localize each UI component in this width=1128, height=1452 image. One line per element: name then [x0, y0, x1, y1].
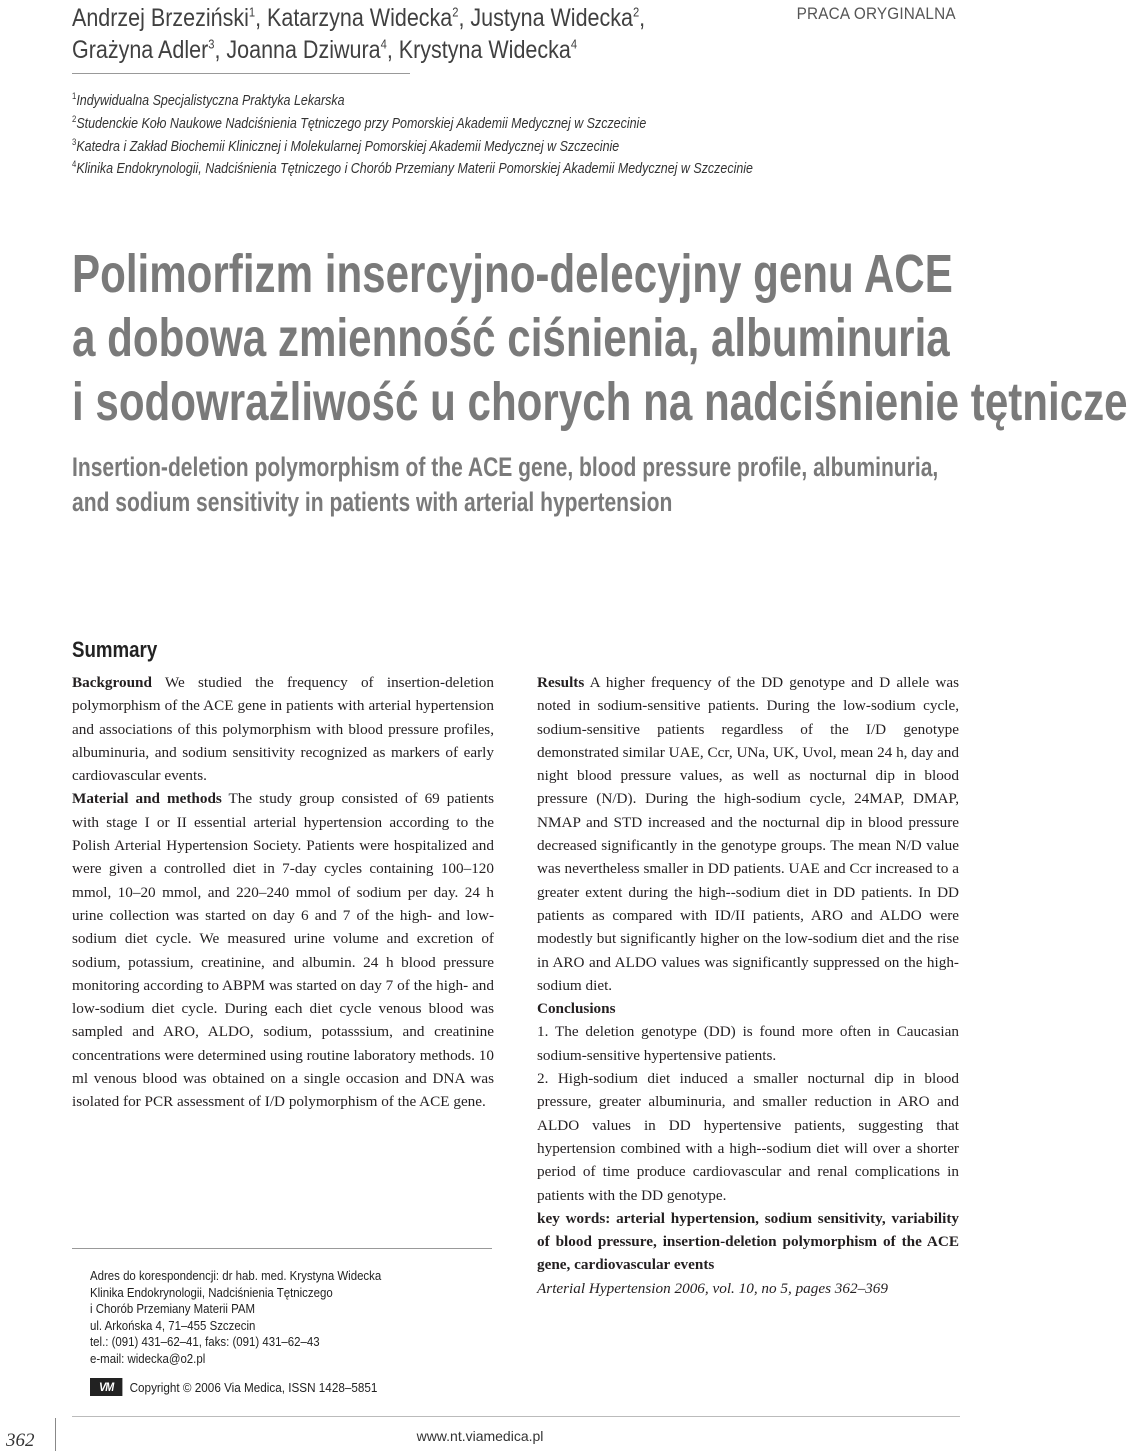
affiliation-text: Studenckie Koło Naukowe Nadciśnienia Tętniczego przy Pomorskiej Akademii Medycznej w Szczecinie [76, 115, 647, 132]
journal-website[interactable]: www.nt.viamedica.pl [416, 1428, 544, 1444]
affiliation-list [72, 87, 829, 178]
article-type-label: PRACA ORYGINALNA [796, 4, 956, 23]
citation: Arterial Hypertension 2006, vol. 10, no 5, pages 362–369 [537, 1279, 888, 1297]
affiliation-sup: 4 [72, 159, 77, 170]
background-paragraph [72, 671, 494, 787]
title-line: Polimorfizm insercyjno-delecyjny genu ACE [72, 244, 953, 304]
header-divider [72, 73, 410, 74]
conclusion-item: 2. High-sodium diet induced a smaller nocturnal dip in blood pressure, greater albuminuria, and smaller reduction in ARO and ALDO values in DD hypertensive patients, suggesting that hypertension combined with a high--sodium diet will over a shorter period of time produce cardiovascular and renal complications in patients with the DD genotype. [537, 1070, 959, 1204]
summary-left-column [72, 671, 494, 1114]
correspondence-line: ul. Arkońska 4, 71–455 Szczecin [90, 1317, 256, 1333]
title-line: i sodowrażliwość u chorych na nadciśnienie tętnicze [72, 372, 1128, 432]
author-line-2: Grażyna Adler$^3$, Joanna Dziwura$^4$, Krystyna Widecka$^4$ [72, 36, 578, 64]
page-number: 362 [6, 1430, 35, 1451]
footer-divider [72, 1416, 960, 1417]
copyright-line [90, 1378, 377, 1396]
author-name: Katarzyna Widecka [267, 4, 453, 32]
summary-heading: Summary [72, 637, 158, 662]
correspondence-email: e-mail: widecka@o2.pl [90, 1350, 206, 1366]
copyright-text: Copyright © 2006 Via Medica, ISSN 1428–5851 [129, 1379, 378, 1395]
affiliation [72, 87, 829, 110]
correspondence-line: Adres do korespondencji: dr hab. med. Krystyna Widecka [90, 1268, 382, 1283]
affiliation-text: Indywidualna Specjalistyczna Praktyka Lekarska [76, 92, 345, 109]
author-name: Krystyna Widecka [398, 36, 571, 64]
keywords: key words: arterial hypertension, sodium sensitivity, variability of blood pressure, insertion-deletion polymorphism of the ACE gene, cardiovascular events [537, 1209, 959, 1274]
conclusion-item: 1. The deletion genotype (DD) is found more often in Caucasian sodium-sensitive hypertensive patients. [537, 1023, 959, 1064]
title-english [72, 450, 939, 520]
author-name: Justyna Widecka [470, 4, 633, 32]
author-sup: 4 [380, 36, 387, 52]
author-sup: 2 [632, 4, 640, 20]
correspondence-line: tel.: (091) 431–62–41, faks: (091) 431–62–43 [90, 1334, 320, 1350]
results-label: Results [537, 674, 585, 691]
affiliation-sup: 3 [72, 136, 77, 147]
affiliation-sup: 2 [72, 113, 77, 124]
via-medica-logo: VM [90, 1378, 122, 1396]
author-sup: 2 [452, 4, 459, 20]
affiliation-sup: 1 [72, 91, 77, 101]
correspondence-line: i Chorób Przemiany Materii PAM [90, 1301, 256, 1317]
affiliation [72, 110, 829, 133]
title-line: Insertion-deletion polymorphism of the ACE gene, blood pressure profile, albuminuria, [72, 452, 939, 482]
correspondence-block [90, 1268, 424, 1368]
title-polish [72, 242, 1128, 434]
methods-label: Material and methods [72, 790, 222, 808]
correspondence-divider [72, 1248, 492, 1249]
title-line: and sodium sensitivity in patients with arterial hypertension [72, 487, 673, 517]
summary-right-column [537, 671, 959, 1300]
author-name: Andrzej Brzeziński [72, 4, 249, 32]
affiliation-text: Katedra i Zakład Biochemii Klinicznej i Molekularnej Pomorskiej Akademii Medycznej w Szczecinie [76, 138, 620, 155]
correspondence-line: Klinika Endokrynologii, Nadciśnienia Tętniczego [90, 1284, 333, 1300]
author-name: Grażyna Adler [72, 36, 209, 64]
background-text: We studied the frequency of insertion-deletion polymorphism of the ACE gene in patients with arterial hypertension and associations of this polymorphism with blood pressure profiles, albuminuria, and sodium sensitivity recognized as markers of early cardiovascular events. [72, 674, 494, 785]
affiliation-text: Klinika Endokrynologii, Nadciśnienia Tętniczego i Chorób Przemiany Materii Pomorskiej Akademii Medycznej w Szczecinie [76, 161, 753, 178]
affiliation [72, 155, 829, 178]
author-sup: 3 [208, 36, 215, 52]
author-sup: 4 [570, 36, 578, 52]
author-sup: 1 [248, 4, 256, 20]
methods-paragraph [72, 787, 494, 1113]
background-label: Background [72, 674, 152, 691]
results-text: A higher frequency of the DD genotype and D allele was noted in sodium-sensitive patients. During the low-sodium cycle, sodium-sensitive patients regardless of the I/D genotype demonstrated similar UAE, Ccr, UNa, UK, Uvol, mean 24 h, day and night blood pressure values, as well as nocturnal dip in blood pressure (N/D). During the high-sodium cycle, 24MAP, DMAP, NMAP and STD increased and the nocturnal dip in blood pressure decreased significantly in the genotype groups. The mean N/D value was nevertheless smaller in DD patients. UAE and Ccr increased to a greater extent during the high--sodium diet in DD patients. In DD patients as compared with ID/II patients, ARO and ALDO were modestly but significantly higher on the low-sodium diet and the rise in ARO and ALDO values was significantly suppressed on the high-sodium diet. [537, 674, 959, 994]
author-line-1: Andrzej Brzeziński$^1$, Katarzyna Widecka$^2$, Justyna Widecka$^2$, [72, 4, 646, 32]
title-line: a dobowa zmienność ciśnienia, albuminuria [72, 308, 950, 368]
results-paragraph [537, 671, 959, 997]
affiliation [72, 133, 829, 156]
author-name: Joanna Dziwura [226, 36, 381, 64]
author-list [72, 2, 674, 66]
conclusions-label: Conclusions [537, 1000, 616, 1018]
methods-text: The study group consisted of 69 patients with stage I or II essential arterial hypertension according to the Polish Arterial Hypertension Society. Patients were hospitalized and were given a controlled diet in 7-day cycles containing 100–120 mmol, 10–20 mmol, and 220–240 mmol of sodium per day. 24 h urine collection was started on day 6 and 7 of the high- and low-sodium diet cycle. We measured urine volume and excretion of sodium, potassium, creatinine, and albumin. 24 h blood pressure monitoring according to ABPM was started on day 7 of the high- and low-sodium diet cycle. During each diet cycle venous blood was sampled and ARO, ALDO, sodium, potasssium, and creatinine concentrations were determined using routine laboratory methods. 10 ml venous blood was obtained on a single occasion and DNA was isolated for PCR assessment of I/D polymorphism of the ACE gene. [72, 790, 494, 1111]
